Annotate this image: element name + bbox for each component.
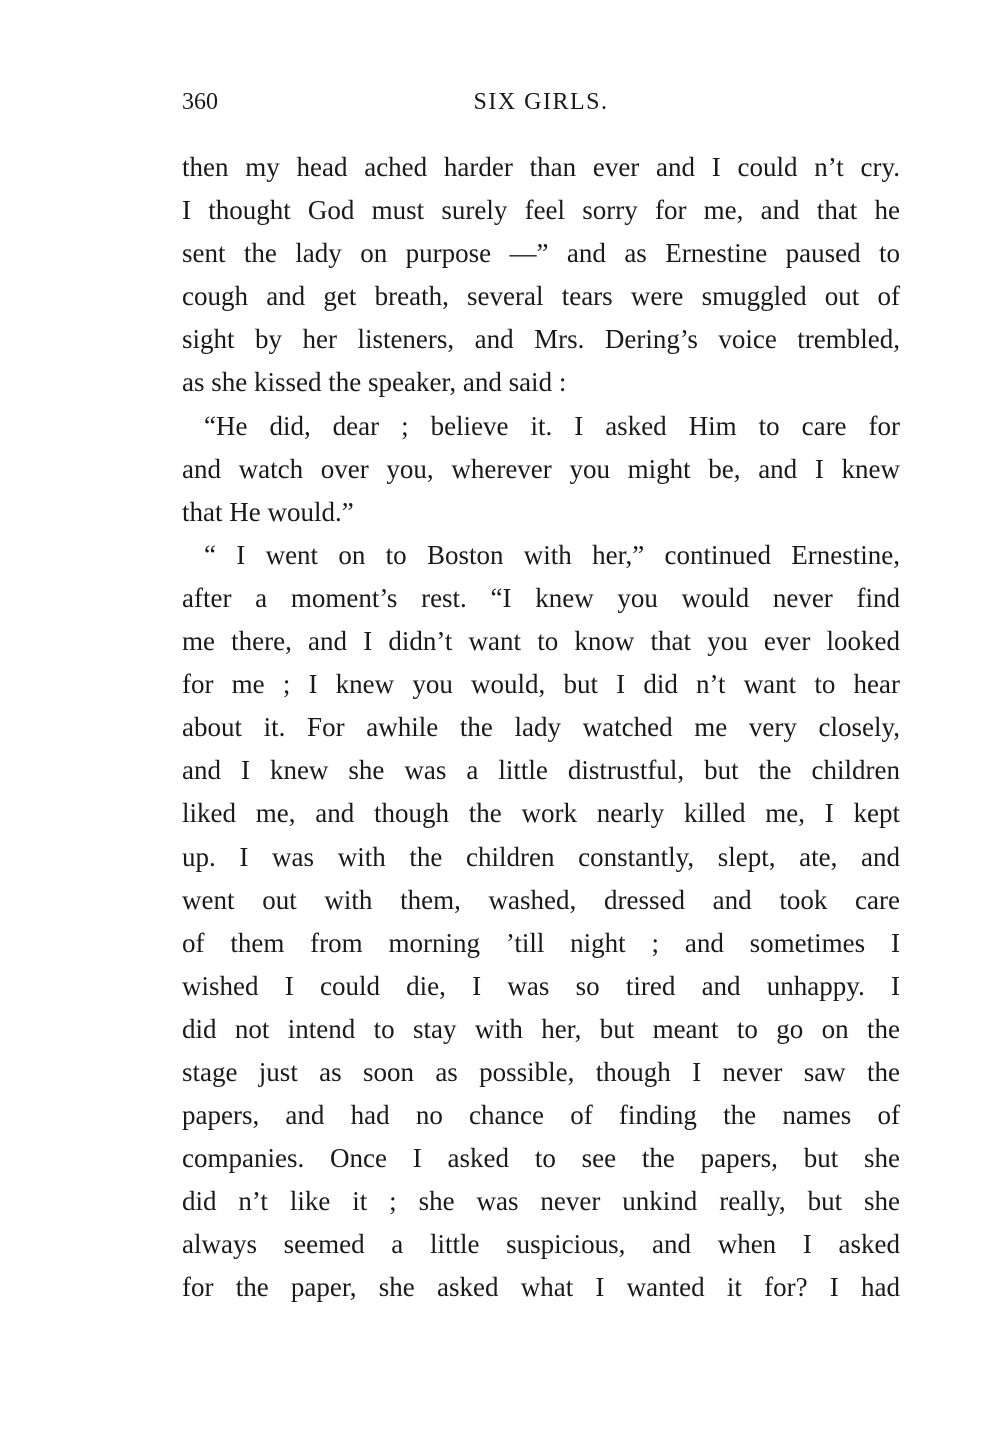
text-line: me there, and I didn’t want to know that you ever looked: [182, 626, 900, 657]
text-line: stage just as soon as possible, though I never saw the: [182, 1056, 900, 1087]
text-line: then my head ached harder than ever and I could n’t cry.: [182, 152, 900, 182]
text-line: sent the lady on purpose —” and as Ernestine paused to: [182, 238, 900, 269]
body-text: [182, 146, 900, 1310]
text-line: cough and get breath, several tears were smuggled out of: [182, 281, 900, 312]
running-title: SIX GIRLS.: [473, 89, 609, 115]
text-line: after a moment’s rest. “I knew you would never find: [182, 582, 900, 613]
text-line: “ I went on to Boston with her,” continued Ernestine,: [204, 539, 900, 570]
text-line: did n’t like it ; she was never unkind really, but she: [182, 1186, 900, 1217]
text-line: that He would.”: [182, 496, 354, 527]
text-line: up. I was with the children constantly, slept, ate, and: [182, 841, 900, 872]
text-line: as she kissed the speaker, and said :: [182, 367, 567, 398]
text-line: of them from morning ’till night ; and sometimes I: [182, 927, 900, 958]
text-line: went out with them, washed, dressed and took care: [182, 884, 900, 915]
text-line: “He did, dear ; believe it. I asked Him to care for: [204, 410, 900, 441]
text-line: for me ; I knew you would, but I did n’t want to hear: [182, 669, 900, 700]
text-line: and watch over you, wherever you might be, and I knew: [182, 453, 900, 484]
text-line: and I knew she was a little distrustful, but the children: [182, 755, 900, 786]
text-line: liked me, and though the work nearly killed me, I kept: [182, 798, 900, 829]
text-line: sight by her listeners, and Mrs. Dering’s voice trembled,: [182, 324, 900, 355]
text-line: I thought God must surely feel sorry for me, and that he: [182, 195, 900, 226]
text-line: companies. Once I asked to see the papers, but she: [182, 1143, 900, 1174]
text-line: about it. For awhile the lady watched me very closely,: [182, 712, 900, 743]
text-line: did not intend to stay with her, but meant to go on the: [182, 1013, 900, 1044]
text-line: papers, and had no chance of finding the names of: [182, 1100, 900, 1131]
running-head: [182, 82, 900, 122]
page-number: 360: [182, 89, 218, 115]
text-line: always seemed a little suspicious, and when I asked: [182, 1229, 900, 1260]
text-line: for the paper, she asked what I wanted it for? I had: [182, 1272, 900, 1303]
text-line: wished I could die, I was so tired and unhappy. I: [182, 970, 900, 1001]
